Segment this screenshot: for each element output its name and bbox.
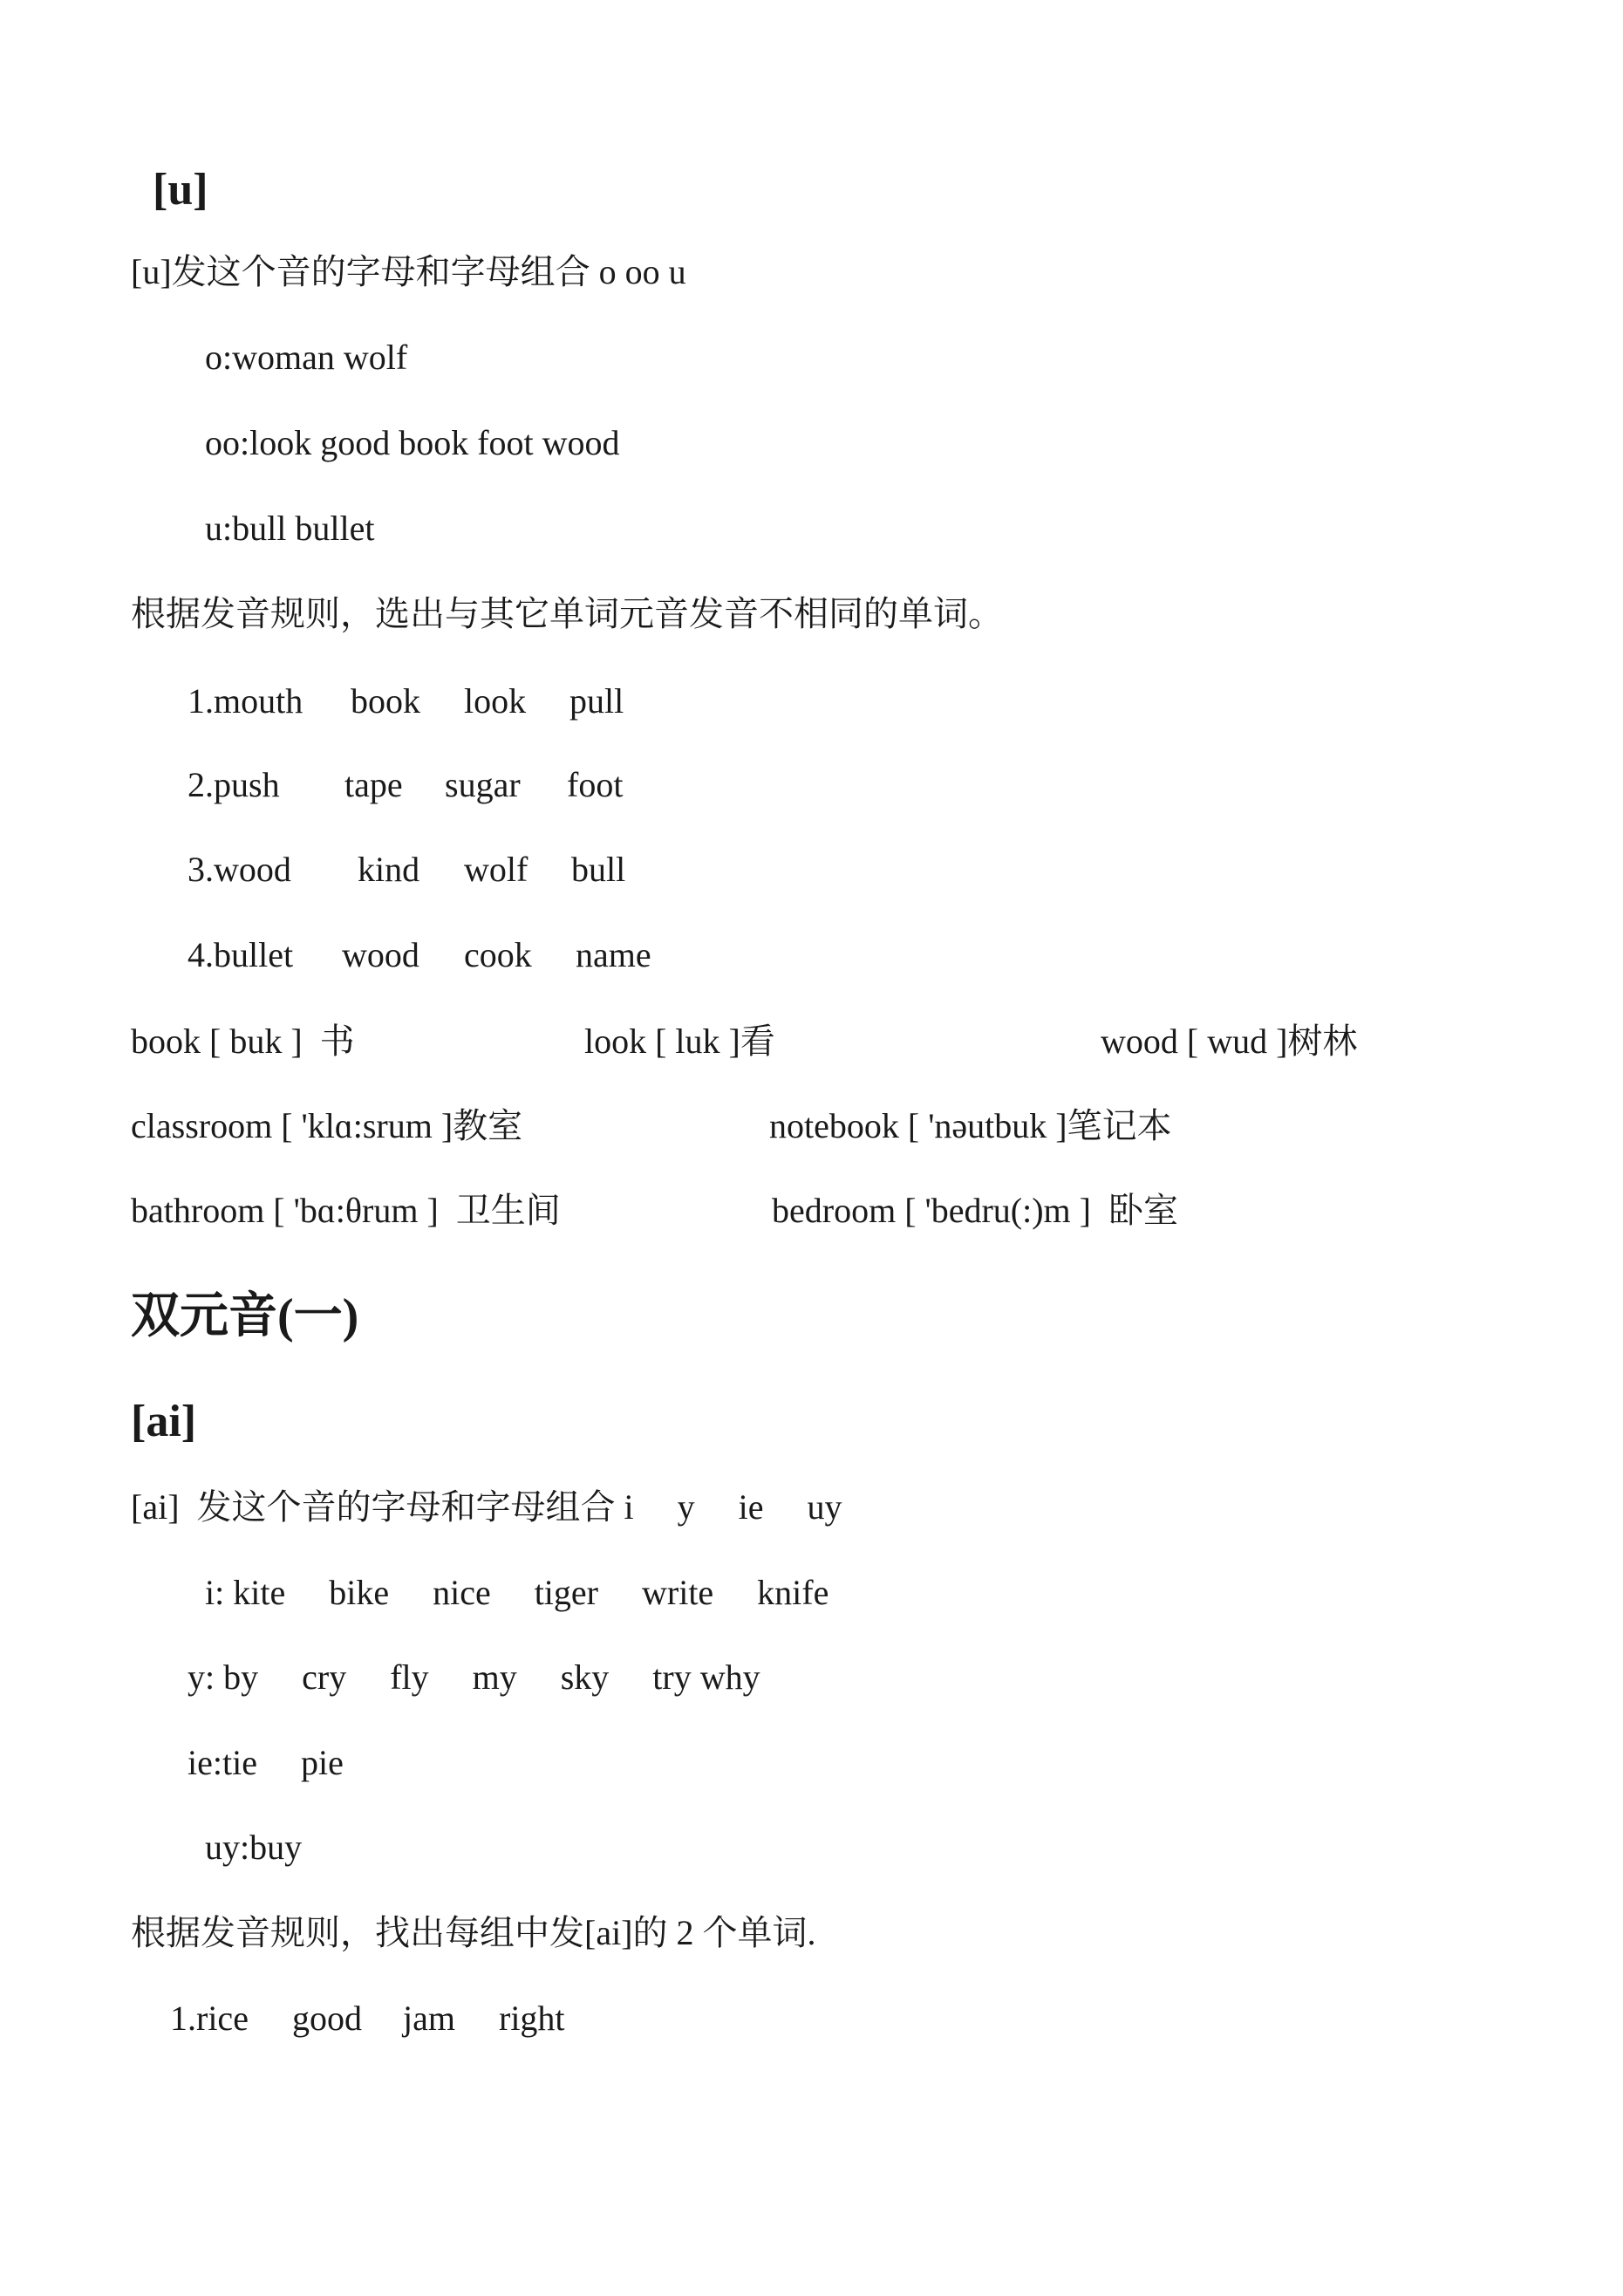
ai-example-uy: uy:buy	[205, 1828, 303, 1867]
exercise-word: foot	[567, 765, 624, 804]
exercise-word: book	[351, 681, 420, 721]
ai-example-y: y: by cry fly my sky try why	[188, 1657, 760, 1697]
exercise-word: tape	[344, 765, 403, 804]
ai-exercise-instruction: 根据发音规则，找出每组中发[ai]的 2 个单词.	[131, 1913, 816, 1952]
exercise-word: 2.push	[188, 765, 280, 804]
exercise-word: right	[499, 1999, 565, 2038]
vocab-entry: bathroom [ 'bɑ:θrum ] 卫生间	[131, 1191, 561, 1230]
ai-example-i: i: kite bike nice tiger write knife	[205, 1573, 829, 1612]
exercise-word: pull	[569, 681, 624, 721]
vocab-entry: bedroom [ 'bedru(:)m ] 卧室	[772, 1191, 1178, 1230]
vocab-entry: book [ buk ] 书	[131, 1022, 355, 1061]
exercise-word: look	[464, 681, 527, 721]
exercise-word: kind	[358, 850, 420, 889]
section-heading-u: [u]	[153, 165, 208, 215]
exercise-word: 1.mouth	[188, 681, 303, 721]
ai-example-ie: ie:tie pie	[188, 1743, 344, 1782]
vocab-entry: classroom [ 'klɑ:srum ]教室	[131, 1106, 523, 1145]
u-example-oo: oo:look good book foot wood	[205, 423, 620, 462]
u-intro: [u]发这个音的字母和字母组合 o oo u	[131, 252, 686, 291]
exercise-word: bull	[571, 850, 626, 889]
exercise-word: sugar	[445, 765, 521, 804]
u-example-u: u:bull bullet	[205, 509, 375, 548]
exercise-word: name	[576, 935, 651, 974]
vocab-entry: look [ luk ]看	[584, 1022, 775, 1061]
exercise-word: jam	[403, 1999, 455, 2038]
exercise-word: good	[292, 1999, 362, 2038]
exercise-word: wolf	[464, 850, 528, 889]
vocab-entry: wood [ wud ]树林	[1101, 1022, 1358, 1061]
exercise-word: 3.wood	[188, 850, 291, 889]
section-title-diphthongs: 双元音(一)	[131, 1289, 359, 1343]
exercise-word: 4.bullet	[188, 935, 294, 974]
exercise-word: wood	[342, 935, 419, 974]
exercise-word: cook	[464, 935, 532, 974]
u-example-o: o:woman wolf	[205, 338, 408, 377]
ai-intro: [ai] 发这个音的字母和字母组合 i y ie uy	[131, 1487, 842, 1527]
vocab-entry: notebook [ 'nəutbuk ]笔记本	[769, 1106, 1172, 1145]
u-exercise-instruction: 根据发音规则，选出与其它单词元音发音不相同的单词。	[131, 594, 1003, 633]
section-heading-ai: [ai]	[131, 1397, 197, 1446]
exercise-word: 1.rice	[170, 1999, 249, 2038]
